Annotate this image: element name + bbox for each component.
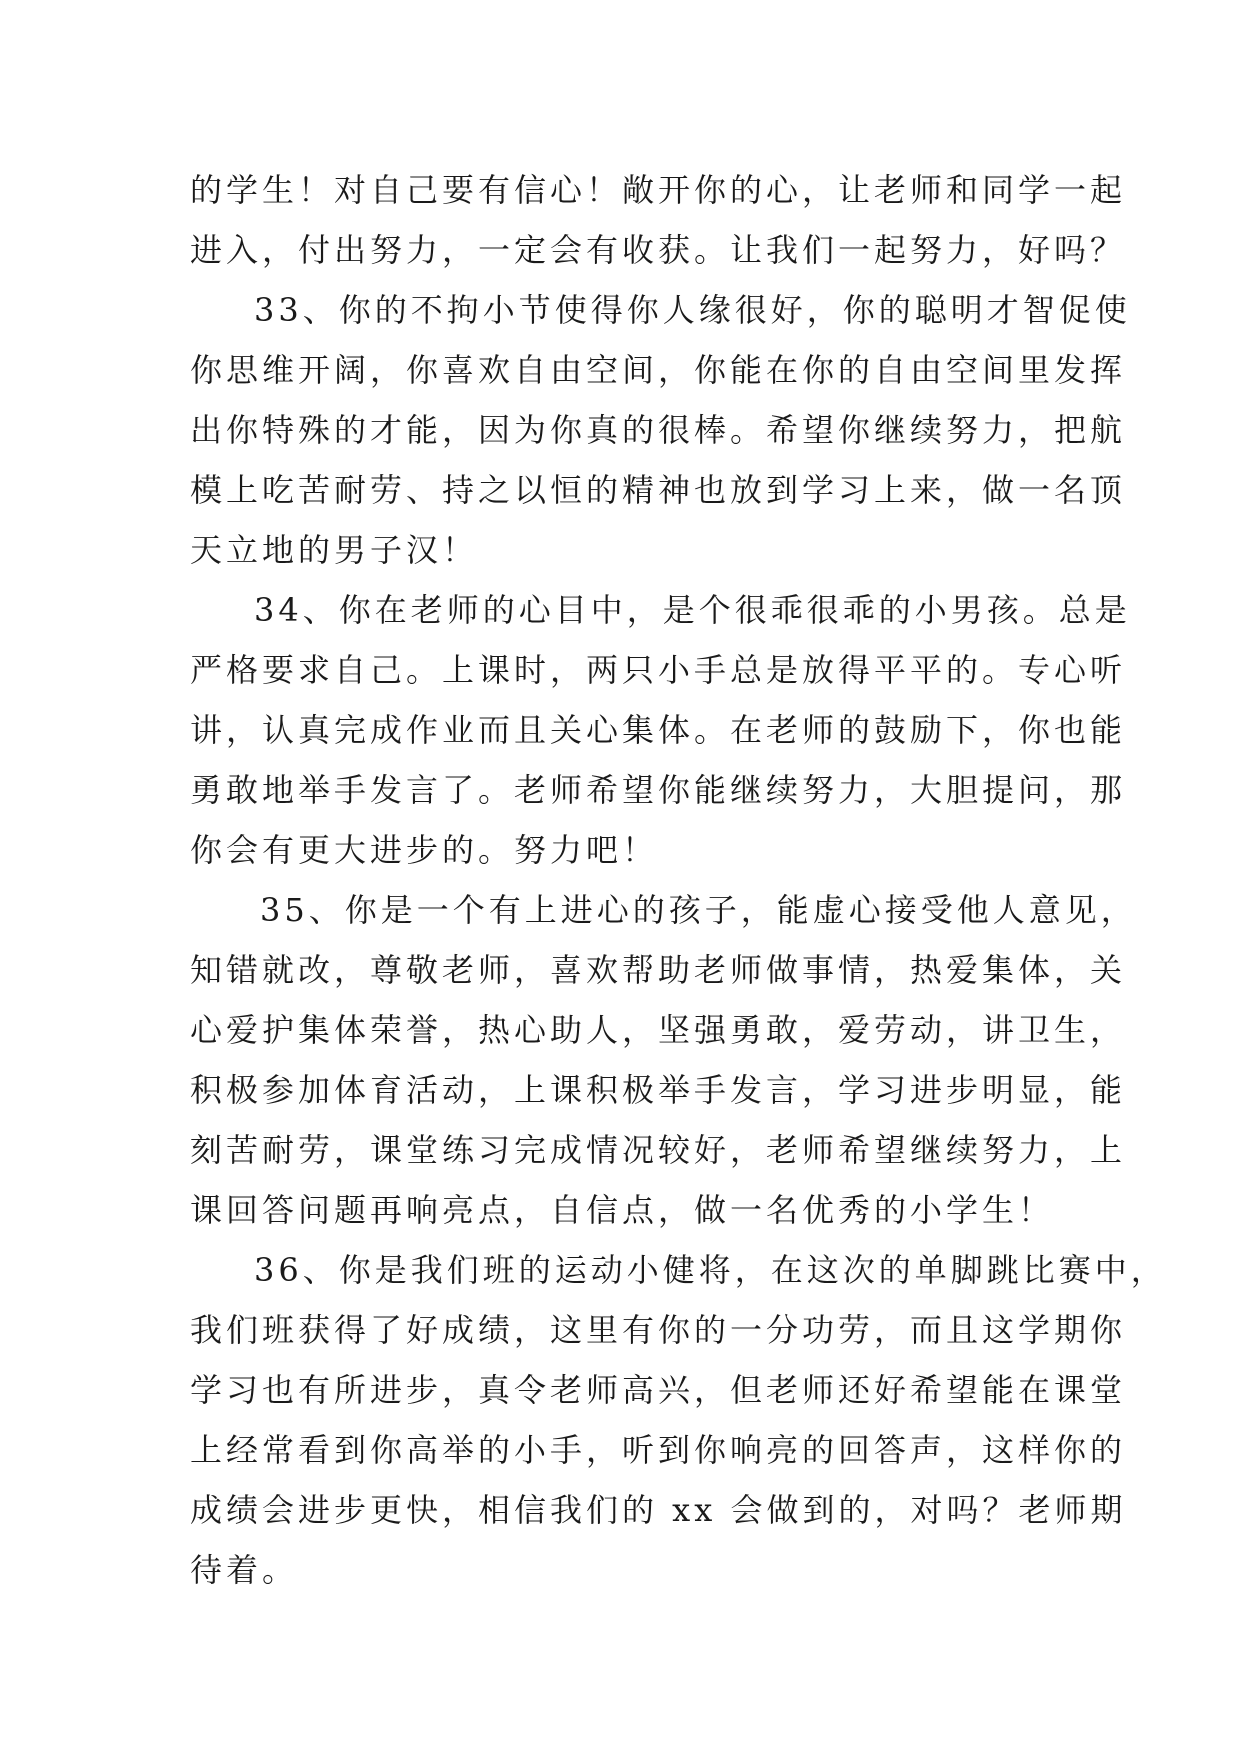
text-line: 积极参加体育活动，上课积极举手发言，学习进步明显，能 xyxy=(190,1071,1127,1109)
text-line: 讲，认真完成作业而且关心集体。在老师的鼓励下，你也能 xyxy=(190,711,1127,749)
text-line: 待着。 xyxy=(190,1551,299,1589)
text-line: 心爱护集体荣誉，热心助人，坚强勇敢，爱劳动，讲卫生， xyxy=(190,1011,1127,1049)
text-line: 课回答问题再响亮点，自信点，做一名优秀的小学生！ xyxy=(190,1191,1055,1229)
text-line: 成绩会进步更快，相信我们的 xx 会做到的，对吗？老师期 xyxy=(190,1491,1127,1529)
text-line: 严格要求自己。上课时，两只小手总是放得平平的。专心听 xyxy=(190,651,1127,689)
paragraph-34-start: 34、你在老师的心目中，是个很乖很乖的小男孩。总是 xyxy=(254,591,1131,629)
document-body xyxy=(190,160,1167,1600)
text-line: 天立地的男子汉！ xyxy=(190,531,479,569)
text-line: 勇敢地举手发言了。老师希望你能继续努力，大胆提问，那 xyxy=(190,771,1127,809)
text-line: 你思维开阔，你喜欢自由空间，你能在你的自由空间里发挥 xyxy=(190,351,1127,389)
text-line: 知错就改，尊敬老师，喜欢帮助老师做事情，热爱集体，关 xyxy=(190,951,1127,989)
paragraph-35-start: 35、你是一个有上进心的孩子，能虚心接受他人意见， xyxy=(260,891,1137,929)
text-line: 模上吃苦耐劳、持之以恒的精神也放到学习上来，做一名顶 xyxy=(190,471,1127,509)
text-line: 的学生！对自己要有信心！敞开你的心，让老师和同学一起 xyxy=(190,171,1127,209)
text-line: 学习也有所进步，真令老师高兴，但老师还好希望能在课堂 xyxy=(190,1371,1127,1409)
text-line: 出你特殊的才能，因为你真的很棒。希望你继续努力，把航 xyxy=(190,411,1127,449)
text-line: 进入，付出努力，一定会有收获。让我们一起努力，好吗？ xyxy=(190,231,1127,269)
text-line: 你会有更大进步的。努力吧！ xyxy=(190,831,659,869)
text-line: 上经常看到你高举的小手，听到你响亮的回答声，这样你的 xyxy=(190,1431,1127,1469)
paragraph-33-start: 33、你的不拘小节使得你人缘很好，你的聪明才智促使 xyxy=(254,291,1131,329)
text-line: 我们班获得了好成绩，这里有你的一分功劳，而且这学期你 xyxy=(190,1311,1127,1349)
text-line: 刻苦耐劳，课堂练习完成情况较好，老师希望继续努力，上 xyxy=(190,1131,1127,1169)
paragraph-36-start: 36、你是我们班的运动小健将，在这次的单脚跳比赛中， xyxy=(254,1251,1167,1289)
